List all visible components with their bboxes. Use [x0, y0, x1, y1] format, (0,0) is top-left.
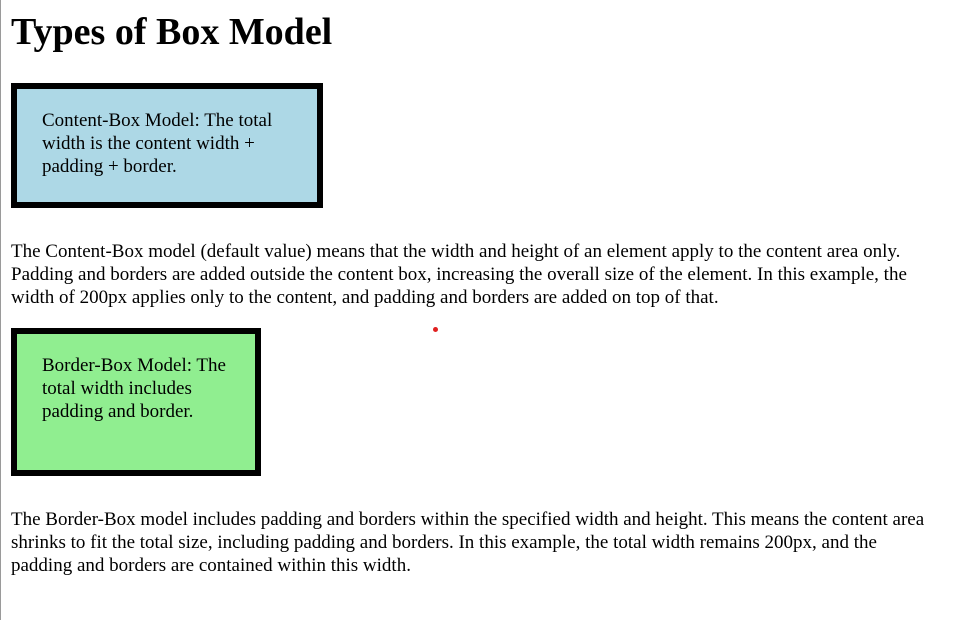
page-left-edge [0, 0, 1, 620]
content-box-demo [11, 83, 323, 208]
cursor-dot-icon [433, 327, 438, 332]
border-box-description: The Border-Box model includes padding and borders within the specified width and height. This means the content area shrinks to fit the total size, including padding and borders. In this example, the total width remains 200px, and the padding and borders are contained within this width. [11, 509, 925, 576]
page-title: Types of Box Model [11, 11, 333, 53]
content-box-description: The Content-Box model (default value) means that the width and height of an element apply to the content area only. Padding and borders are added outside the content box, increasing the overall size of the element. In this example, the width of 200px applies only to the content, and padding and borders are added on top of that. [11, 241, 907, 308]
border-box-demo [11, 328, 261, 476]
border-box-label: Border-Box Model: The total width includes padding and border. [42, 355, 226, 422]
content-box-label: Content-Box Model: The total width is the content width + padding + border. [42, 110, 273, 177]
